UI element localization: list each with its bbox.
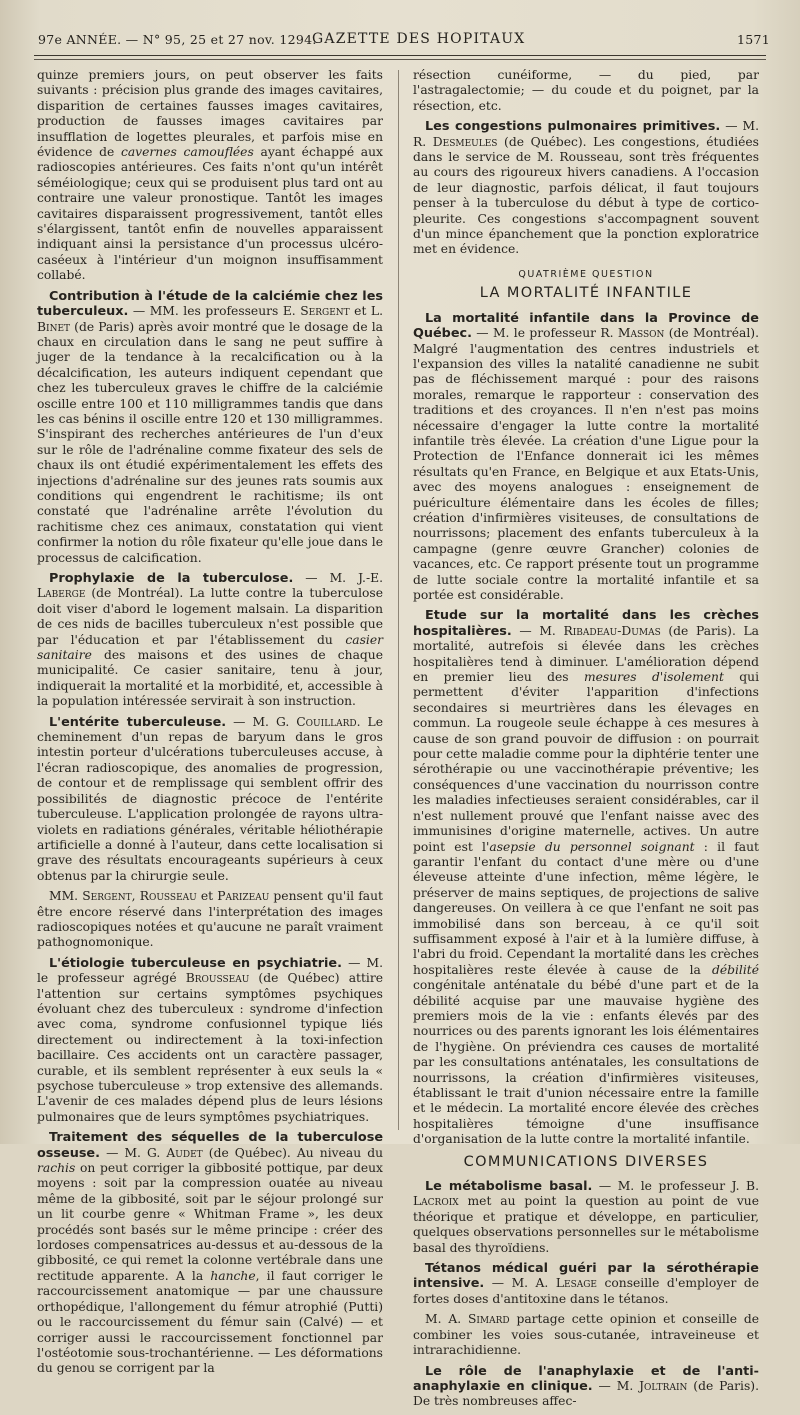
article-heading: La mortalité infantile dans la Province de Québec. — [413, 310, 759, 342]
article-enterite: L'entérite tuberculeuse. — M. G. Couillard. Le cheminement d'un repas de baryum dans le gros intestin porteur d'ulcérations tuberculeuses accuse, à l'écran radioscopique, des anomalies de progression, de contour et de remplissage qui semblent offrir des possibilités de diagnostic précoce de l'entérite tuberculeuse. L'application prolongée de rayons ultra-violets en radiations générales, véritable héliothérapie artificielle a donné à l'auteur, dans cette localisation si grave des résultats encourageants supérieurs à ceux obtenus par la chirurgie seule. — [37, 714, 384, 883]
article-calciemie: Contribution à l'étude de la calciémie chez les tuberculeux. — MM. les professeurs E. Sergent et L. Binet (de Paris) après avoir montré que le dosage de la chaux en circulation dans le sang ne peut suffire à juger de la tendance à la recalcification ou à la décalcification, les auteurs indiquent cependant que chez les tuberculeux graves le chiffre de la calciémie oscille entre 100 et 110 milligrammes tandis que dans les cas bénins il oscille entre 120 et 130 milligrammes. S'inspirant des recherches antérieures de l'un d'eux sur le rôle de l'adrénaline comme fixateur des sels de chaux ils ont étudié expérimentalement les effets des injections d'adrénaline sur des jeunes rats soumis aux conditions qui engendrent le rachitisme; ils ont constaté que l'adrénaline arrête l'évolution du rachitisme chez ces animaux, constatation qui vient confirmer la notion du rôle fixateur qu'elle joue dans le processus de calcification. — [37, 288, 383, 565]
article-heading: L'étiologie tuberculeuse en psychiatrie. — [49, 955, 342, 971]
article-prophylaxie: Prophylaxie de la tuberculose. — M. J.-E. Laberge (de Montréal). La lutte contre la tuberculose doit viser d'abord le logement malsain. La disparition de ces nids de bacilles tuberculeux n'est possible que par l'éducation et par l'établissement du casier sanitaire des maisons et des usines de chaque municipalité. Ce casier sanitaire, tenu à jour, indiquerait la mortalité et la morbidité, et, accessible à la population intéressée servirait à son instruction. — [37, 571, 383, 709]
column-divider — [398, 70, 399, 1130]
article-tetanos: Tétanos médical guéri par la sérothérapie intensive. — M. A. Lesage conseille d'employer de fortes doses d'antitoxine dans le tétanos. — [413, 1261, 759, 1306]
page-header — [30, 22, 770, 48]
article-heading: Le rôle de l'anaphylaxie et de l'anti-anaphylaxie en clinique. — [413, 1363, 759, 1394]
article-heading: Prophylaxie de la tuberculose. — [49, 571, 294, 586]
header-page-number: 1571 — [736, 32, 770, 47]
paragraph-radioscopie: MM. Sergent, Rousseau et Parizeau pensent qu'il faut être encore réservé dans l'interprétation des images radioscopiques notées et qu'aucune ne paraît vraiment pathognomonique. — [37, 889, 383, 950]
paragraph-simard: M. A. Simard partage cette opinion et conseille de combiner les voies sous-cutanée, intraveineuse et intrarachidienne. — [413, 1312, 760, 1358]
header-journal-title: GAZETTE DES HOPITAUX — [312, 31, 526, 47]
article-sequelles: Traitement des séquelles de la tuberculose osseuse. — M. G. Audet (de Québec). Au niveau du rachis on peut corriger la gibbosité pottique, par deux moyens : soit par la compression ouatée au niveau même de la gibbosité, soit par le séjour prolongé sur un lit courbe genre « Whitman Frame », les deux procédés sont basés sur le même principe : créer des lordoses compensatrices au-dessus et au-dessous de la gibbosité, ce qui remet la colonne vertébrale dans une rectitude apparente. A la hanche, il faut corriger le raccourcissement anatomique — par une chaussure orthopédique, l'allongement du fémur atrophié (Putti) ou le raccourcissement du fémur sain (Calvé) — et corriger aussi le raccourcissement fonctionnel par l'ostéotomie sous-trochantérienne. — Les déformations du genou se corrigent par la — [37, 1130, 383, 1376]
article-anaphylaxie: Le rôle de l'anaphylaxie et de l'anti-anaphylaxie en clinique. — M. Joltrain (de Paris). De très nombreuses affec- — [413, 1363, 759, 1409]
article-heading: Tétanos médical guéri par la sérothérapie intensive. — [413, 1261, 759, 1292]
article-heading: Etude sur la mortalité dans les crèches hospitalières. — [413, 608, 759, 639]
article-mortalite-quebec: La mortalité infantile dans la Province de Québec. — M. le professeur R. Masson (de Montréal). Malgré l'augmentation des centres industriels et l'expansion des villes la natalité canadienne ne subit pas de fléchissement marqué : pour des raisons morales, remarque le rapporteur : conservation des traditions et des croyances. Il n'en n'est pas moins nécessaire d'engager la lutte contre la mortalité infantile très élevée. La création d'une Ligue pour la Protection de l'Enfance donnerait ici les mêmes résultats qu'en France, en Belgique et aux Etats-Unis, avec des moyens analogues : enseignement de puériculture élémentaire dans les écoles de filles; création d'infirmières visiteuses, de consultations de nourrissons; placement des enfants tuberculeux à la campagne (genre œuvre Grancher) colonies de vacances, etc. Ce rapport présente tout un programme de lutte sociale contre la mortalité infantile et sa portée est considérable. — [413, 310, 759, 602]
section-title: COMMUNICATIONS DIVERSES — [463, 1153, 709, 1170]
article-heading: Les congestions pulmonaires primitives. — [425, 119, 721, 135]
article-heading: Le métabolisme basal. — [425, 1179, 593, 1195]
paragraph-continuation: quinze premiers jours, on peut observer les faits suivants : précision plus grande des images cavitaires, disparition de certaines fausses images cavitaires, production de fausses images cavitaires par insufflation de logettes pleurales, et parfois mise en évidence de cavernes camouflées ayant échappé aux radioscopies antérieures. Ces faits n'ont qu'un intérêt séméiologique; ceux qui se produisent plus tard ont au contraire une valeur pronostique. Tantôt les images cavitaires disparaissent progressivement, tantôt elles s'élargissent, tantôt enfin de nouvelles apparaissent indiquant ainsi la persistance d'un processus ulcéro-caséeux à l'intérieur d'un moignon insuffisamment collabé. — [37, 68, 383, 283]
article-heading: Traitement des séquelles de la tuberculose osseuse. — [37, 1130, 383, 1161]
right-column — [413, 68, 759, 1415]
header-rule-thin — [34, 59, 766, 60]
section-title: LA MORTALITÉ INFANTILE — [479, 285, 693, 302]
header-issue-info: 97e ANNÉE. — N° 95, 25 et 27 nov. 1294. — [38, 32, 317, 47]
paragraph-continuation: résection cunéiforme, — du pied, par l'astragalectomie; — du coude et du poignet, par la résection, etc. — [413, 68, 759, 113]
article-creches: Etude sur la mortalité dans les crèches hospitalières. — M. Ribadeau-Dumas (de Paris). La mortalité, autrefois si élevée dans les crèches hospitalières tend à diminuer. L'amélioration dépend en premier lieu des mesures d'isolement qui permettent d'éviter l'apparition d'infections secondaires si meurtrières dans les élevages en commun. La rougeole seule échappe à ces mesures à cause de son grand pouvoir de diffusion : on pourrait pour cette maladie comme pour la diphtérie tenter une sérothérapie ou une vaccinothérapie préventive; les conséquences d'une vaccination du nourrisson contre les maladies infectieuses seraient considérables, car il n'est nullement prouvé que l'enfant naisse avec des immunisines d'origine maternelle, actives. Un autre point est l'asepsie du personnel soignant : il faut garantir l'enfant du contact d'une mère ou d'une éleveuse atteinte d'une infection, même légère, le préserver de mains septiques, de projections de salive dangereuses. On veillera à ce que l'enfant ne soit pas immobilisé dans son berceau, à ce qu'il soit suffisamment exposé à l'air et à la lumière diffuse, à l'abri du froid. Cependant la mortalité dans les crèches hospitalières reste élevée à cause de la débilité congénitale anténatale du bébé d'une part et de la débilité acquise par une mauvaise hygiène des premiers mois de la vie : enfants élevés par des nourrices ou des parents ignorant les lois élémentaires de l'hygiène. On préviendra ces causes de mortalité par les consultations anténatales, les consultations de nourrissons, la création d'infirmières visiteuses, établissant le trait d'union nécessaire entre la famille et le médecin. La mortalité encore élevée des crèches hospitalières témoigne d'une insuffisance d'organisation de la lutte contre la mortalité infantile. — [413, 608, 760, 1147]
article-heading: L'entérite tuberculeuse. — [49, 714, 227, 730]
section-label: QUATRIÈME QUESTION — [518, 268, 654, 280]
left-column — [37, 68, 383, 1382]
article-metabolisme: Le métabolisme basal. — M. le professeur J. B. Lacroix met au point la question au point de vue théorique et pratique et développe, en particulier, quelques observations personnelles sur le métabolisme basal des thyroïdiens. — [413, 1179, 760, 1255]
article-psychiatrie: L'étiologie tuberculeuse en psychiatrie. — M. le professeur agrégé Brousseau (de Québec) attire l'attention sur certains symptômes psychiques évoluant chez des tuberculeux : syndrome d'infection avec coma, syndrome confusionnel typique liés directement ou indirectement à la toxi-infection bacillaire. Ces accidents ont un caractère passager, curable, et ils semblent représenter à eux seuls la « psychose tuberculeuse » trop extensive des allemands. L'avenir de ces malades dépend plus de leurs lésions pulmonaires que de leurs symptômes psychiatriques. — [37, 955, 384, 1124]
article-heading: Contribution à l'étude de la calciémie chez les tuberculeux. — [37, 288, 383, 320]
header-rule-thick — [34, 55, 766, 56]
article-congestions: Les congestions pulmonaires primitives. — M. R. Desmeules (de Québec). Les congestions, étudiées dans le service de M. Rousseau, sont très fréquentes au cours des rigoureux hivers canadiens. A l'occasion de leur diagnostic, parfois délicat, il faut toujours penser à la tuberculose du début à type de cortico-pleurite. Ces congestions s'accompagnent souvent d'un mince épanchement que la ponction exploratrice met en évidence. — [413, 119, 759, 257]
